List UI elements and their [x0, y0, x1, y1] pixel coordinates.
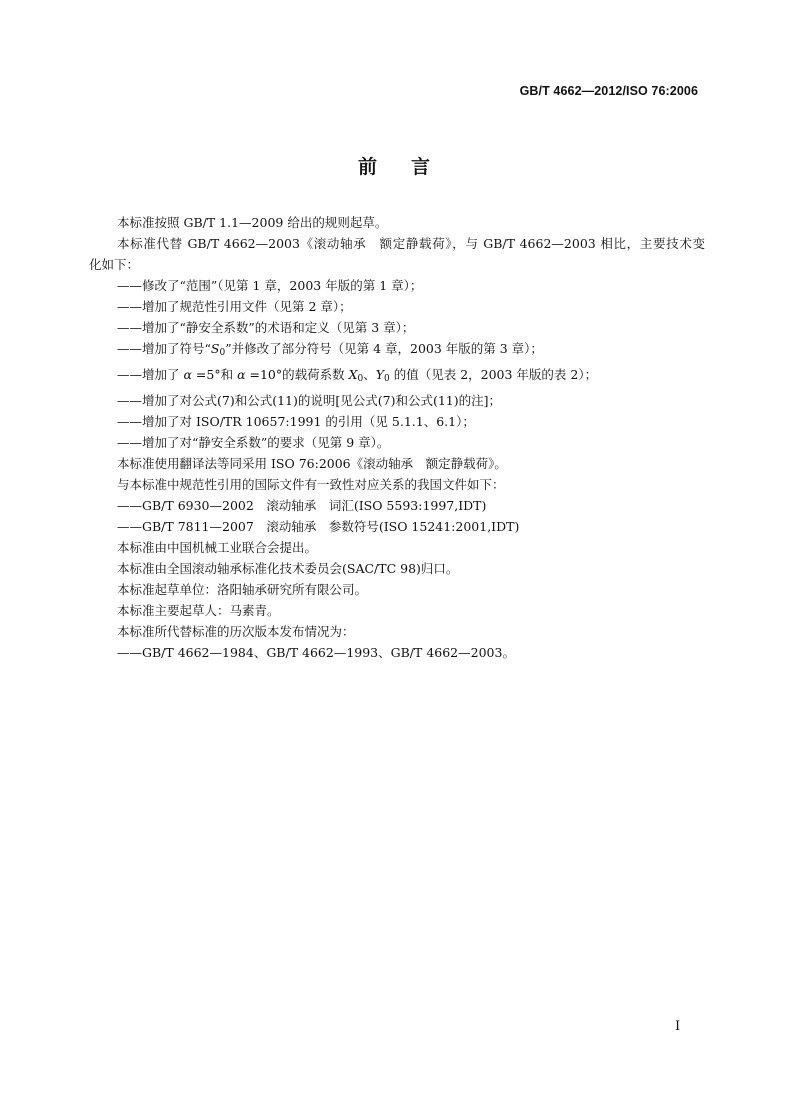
title-char-2: 言: [411, 156, 435, 178]
change-item-safety-factor-requirements: ——增加了对“静安全系数”的要求（见第 9 章）。: [117, 435, 390, 450]
change-item-formula-notes: ——增加了对公式(7)和公式(11)的说明[见公式(7)和公式(11)的注]；: [117, 393, 501, 408]
page-title: [0, 152, 792, 179]
paragraph-translation-method: 本标准使用翻译法等同采用 ISO 76:2006《滚动轴承 额定静载荷》。: [117, 456, 507, 471]
page-number: I: [675, 1019, 681, 1034]
paragraph-main-drafter: 本标准主要起草人：马素青。: [117, 603, 280, 618]
paragraph-drafting-unit: 本标准起草单位：洛阳轴承研究所有限公司。: [117, 582, 368, 597]
change-item-symbol-s0: ——增加了符号“$S_0$”并修改了部分符号（见第 4 章，2003 年版的第 3 章）；: [117, 341, 543, 358]
change-item-iso-tr-reference: ——增加了对 ISO/TR 10657:1991 的引用（见 5.1.1、6.1）；: [117, 414, 475, 429]
change-item-scope: ——修改了“范围”（见第 1 章，2003 年版的第 1 章）；: [117, 278, 423, 293]
title-char-1: 前: [357, 156, 381, 178]
foreword-body: [89, 212, 705, 663]
change-item-normative-references: ——增加了规范性引用文件（见第 2 章）；: [117, 299, 352, 314]
previous-editions-list: ——GB/T 4662—1984、GB/T 4662—1993、GB/T 4662—2003。: [117, 645, 515, 660]
paragraph-previous-editions-intro: 本标准所代替标准的历次版本发布情况为：: [117, 624, 355, 639]
reference-item-gbt6930: ——GB/T 6930—2002 滚动轴承 词汇(ISO 5593:1997,IDT): [117, 498, 487, 513]
paragraph-proposed-by: 本标准由中国机械工业联合会提出。: [117, 540, 318, 555]
paragraph-correspondence-intro: 与本标准中规范性引用的国际文件有一致性对应关系的我国文件如下：: [117, 477, 505, 492]
change-item-safety-factor-definition: ——增加了“静安全系数”的术语和定义（见第 3 章）；: [117, 320, 415, 335]
paragraph-drafting-rules: 本标准按照 GB/T 1.1—2009 给出的规则起草。: [117, 215, 388, 230]
paragraph-replaces: 本标准代替 GB/T 4662—2003《滚动轴承 额定静载荷》，与 GB/T 4662—2003 相比，主要技术变: [117, 236, 705, 251]
standard-code-header: GB/T 4662—2012/ISO 76:2006: [519, 84, 698, 98]
reference-item-gbt7811: ——GB/T 7811—2007 滚动轴承 参数符号(ISO 15241:2001,IDT): [117, 519, 520, 534]
paragraph-centralized-by: 本标准由全国滚动轴承标准化技术委员会(SAC/TC 98)归口。: [117, 561, 459, 576]
change-item-load-factors: ——增加了 α =5°和 α =10°的载荷系数 $X_0$、$Y_0$ 的值（见表 2，2003 年版的表 2）；: [117, 367, 598, 384]
paragraph-replaces-continued: 化如下：: [89, 257, 140, 272]
